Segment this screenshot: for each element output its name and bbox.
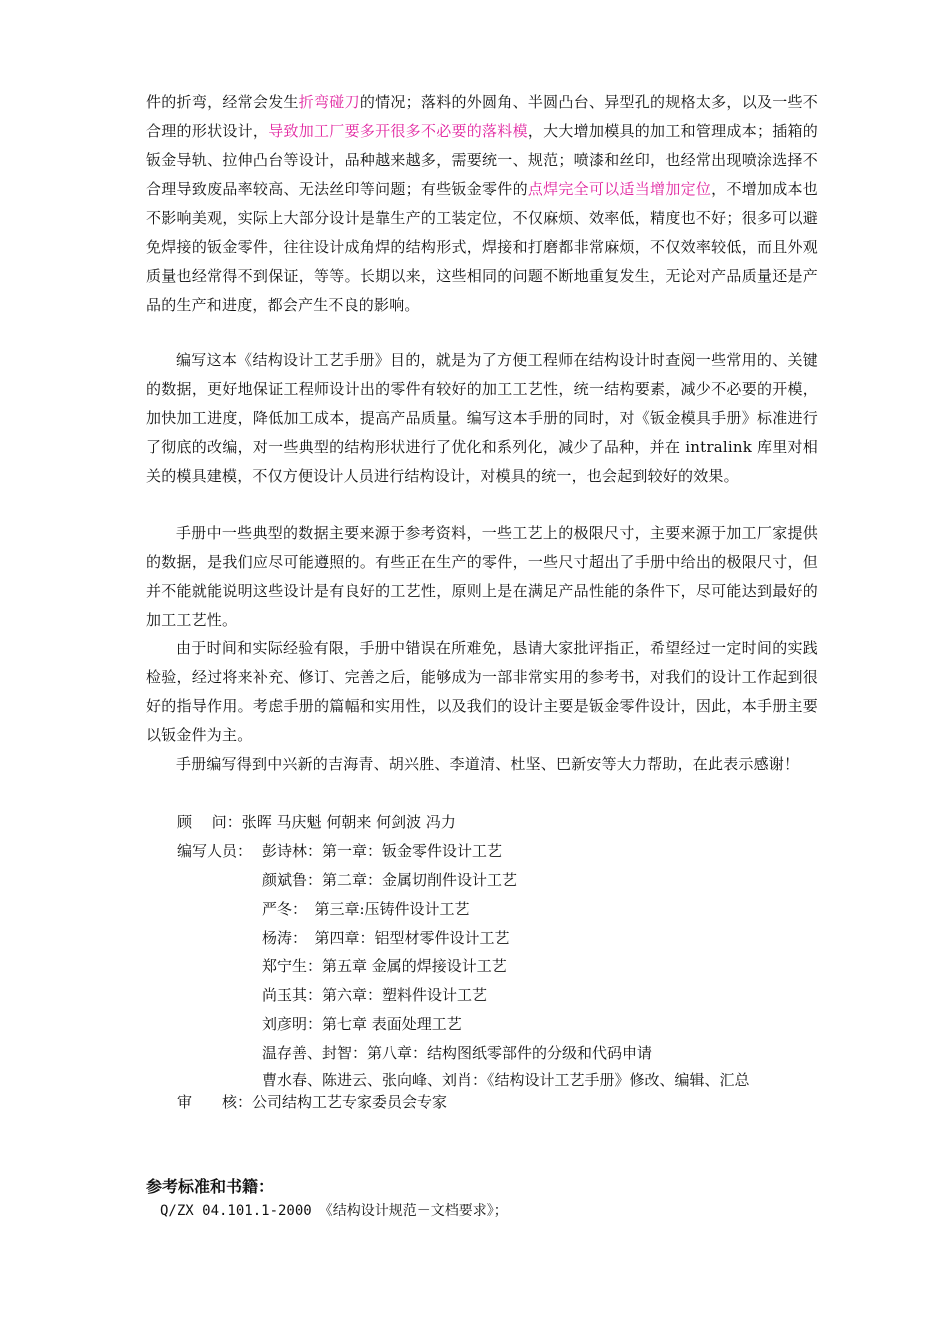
highlighted-text: 折弯碰刀 — [298, 93, 360, 111]
editor-item: 严冬： 第三章:压铸件设计工艺 — [262, 900, 470, 918]
advisor-label: 顾 问： — [177, 813, 242, 831]
editor-item: 尚玉其：第六章：塑料件设计工艺 — [262, 986, 488, 1004]
references-heading: 参考标准和书籍： — [146, 1177, 275, 1196]
reviewer-name: 公司结构工艺专家委员会专家 — [252, 1093, 448, 1111]
text-run: ，不增加成本也不影响美观，实际上大部分设计是靠生产的工装定位，不仅麻烦、效率低，精度也不好；很多可以避免焊接的钣金零件，往往设计成角焊的结构形式，焊接和打磨都非常麻烦，不仅效率较低，而且外观质量也经常得不到保证，等等。长期以来，这些相同的问题不断地重复发生，无论对产品质量还是产品的生产和进度，都会产生不良的影响。 — [146, 180, 818, 314]
reviewer-row — [177, 1088, 447, 1117]
editor-item: 颜斌鲁：第二章：金属切削件设计工艺 — [262, 871, 518, 889]
advisor-names: 张晖 马庆魁 何朝来 何剑波 冯力 — [241, 813, 456, 831]
paragraph-4: 由于时间和实际经验有限，手册中错误在所难免，恳请大家批评指正，希望经过一定时间的实践检验，经过将来补充、修订、完善之后，能够成为一部非常实用的参考书，对我们的设计工作起到很好的指导作用。考虑手册的篇幅和实用性，以及我们的设计主要是钣金零件设计，因此，本手册主要以钣金件为主。 — [146, 639, 818, 744]
paragraph-3: 手册中一些典型的数据主要来源于参考资料，一些工艺上的极限尺寸，主要来源于加工厂家提供的数据，是我们应尽可能遵照的。有些正在生产的零件，一些尺寸超出了手册中给出的极限尺寸，但并不能就能说明这些设计是有良好的工艺性，原则上是在满足产品性能的条件下，尽可能达到最好的加工工艺性。 — [146, 524, 818, 629]
paragraph-1 — [146, 88, 818, 320]
text-run: 的情况；落料的外圆角、半圆凸台、异型孔的规格太多，以及一些不合理的形状设计， — [146, 93, 818, 140]
advisor-row — [177, 808, 456, 837]
reviewer-label: 审 核： — [177, 1093, 253, 1111]
editor-item: 彭诗林：第一章：钣金零件设计工艺 — [262, 842, 503, 860]
paragraph-5: 手册编写得到中兴新的吉海青、胡兴胜、李道清、杜坚、巴新安等大力帮助，在此表示感谢！ — [176, 755, 800, 773]
highlighted-text: 点焊完全可以适当增加定位 — [527, 180, 712, 198]
editor-item: 曹水春、陈进云、张向峰、刘肖：《结构设计工艺手册》修改、编辑、汇总 — [262, 1071, 750, 1089]
reference-item: Q/ZX 04.101.1-2000 《结构设计规范－文档要求》； — [160, 1203, 508, 1219]
paragraph-2: 编写这本《结构设计工艺手册》目的，就是为了方便工程师在结构设计时查阅一些常用的、关键的数据，更好地保证工程师设计出的零件有较好的加工工艺性，统一结构要素，减少不必要的开模，加快加工进度，降低加工成本，提高产品质量。编写这本手册的同时，对《钣金模具手册》标准进行了彻底的改编，对一些典型的结构形状进行了优化和系列化，减少了品种，并在 intralink 库里对相关的模具建模，不仅方便设计人员进行结构设计，对模具的统一，也会起到较好的效果。 — [146, 351, 818, 485]
highlighted-text: 导致加工厂要多开很多不必要的落料模 — [268, 122, 528, 140]
editors-label: 编写人员： — [177, 842, 253, 860]
editor-item: 杨涛： 第四章：铝型材零件设计工艺 — [262, 929, 510, 947]
text-run: ，大大增加模具的加工和管理成本；插箱的钣金导轨、拉伸凸台等设计，品种越来越多，需要统一、规范；喷漆和丝印，也经常出现喷涂选择不合理导致废品率较高、无法丝印等问题；有些钣金零件的 — [146, 122, 818, 198]
text-run: 件的折弯，经常会发生 — [146, 93, 299, 111]
editor-item: 郑宁生：第五章 金属的焊接设计工艺 — [262, 957, 507, 975]
editor-item: 温存善、封智：第八章：结构图纸零部件的分级和代码申请 — [262, 1044, 653, 1062]
editor-item: 刘彦明：第七章 表面处理工艺 — [262, 1015, 462, 1033]
